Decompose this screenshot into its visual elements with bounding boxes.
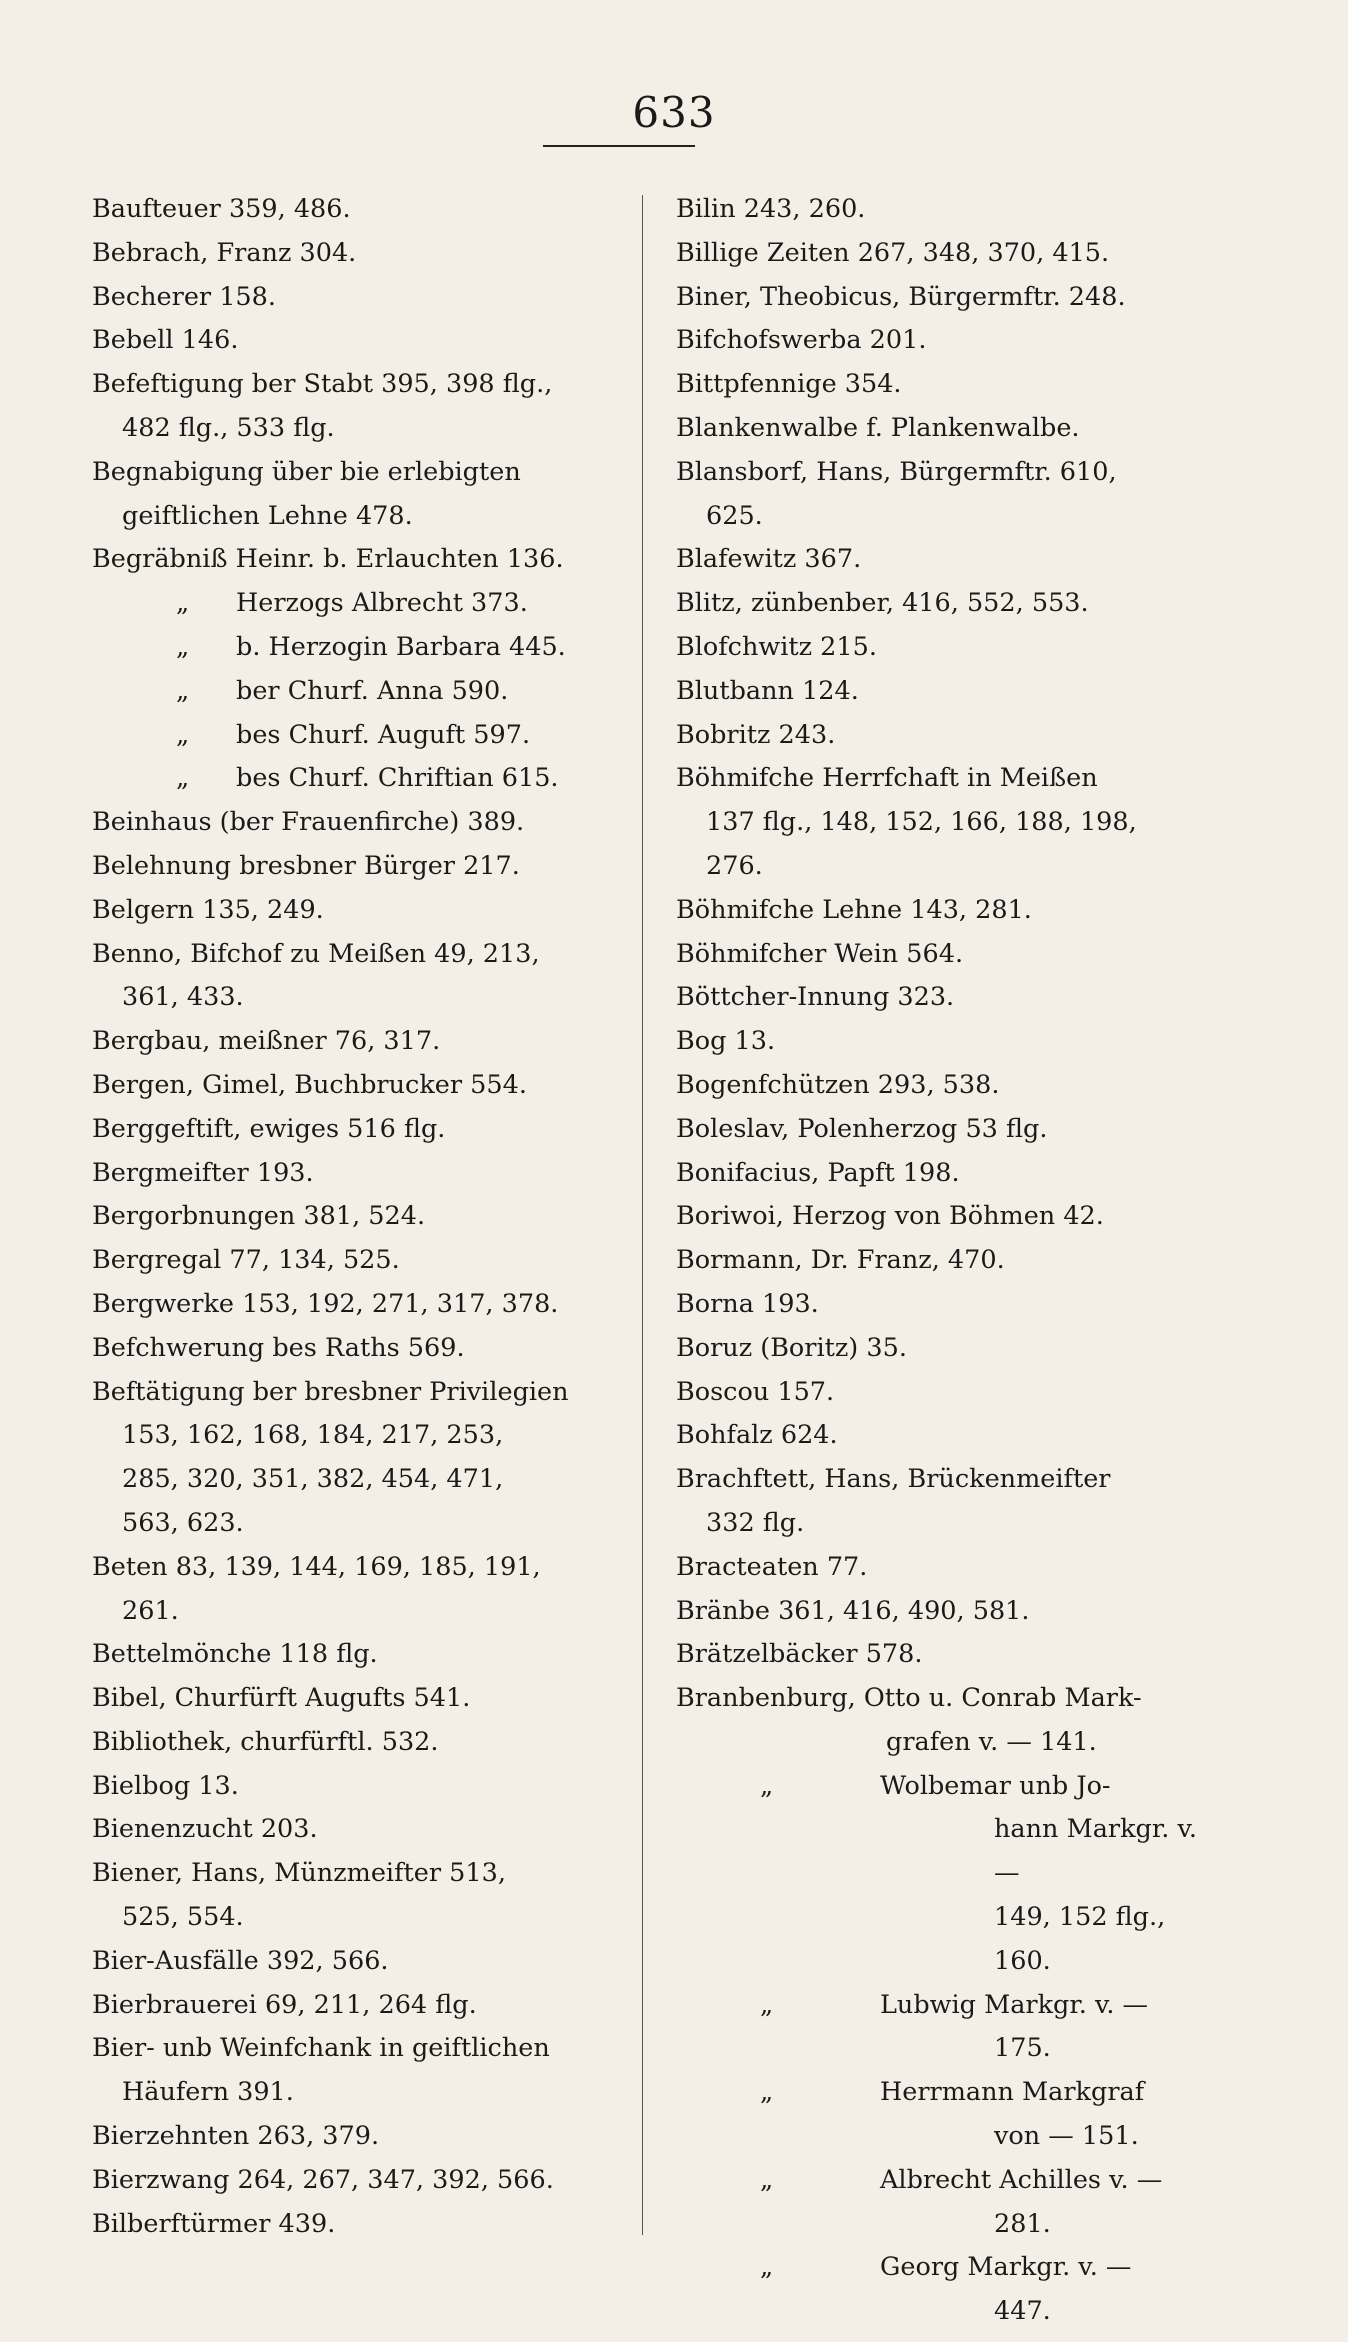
entry-text: Befeftigung ber Stabt 395, 398 flg., (92, 369, 553, 400)
entry-continuation: 175. (994, 2033, 1051, 2064)
index-entry (676, 1458, 1206, 1546)
index-entry (676, 670, 1206, 714)
entry-text: Böhmifche Herrfchaft in Meißen (676, 763, 1098, 794)
entry-text: ber Churf. Anna 590. (236, 675, 509, 706)
entry-text: Becherer 158. (92, 281, 276, 312)
entry-continuation: 563, 623. (122, 1507, 244, 1538)
page-number: 633 (632, 88, 716, 137)
entry-text: b. Herzogin Barbara 445. (236, 631, 566, 662)
entry-text: Borna 193. (676, 1288, 819, 1319)
index-entry (676, 1984, 1206, 2072)
entry-text: Böhmifche Lehne 143, 281. (676, 894, 1032, 925)
entry-text: Albrecht Achilles v. — (880, 2164, 1163, 2195)
entry-text: Brachftett, Hans, Brückenmeifter (676, 1464, 1111, 1495)
entry-text: Bobritz 243. (676, 719, 836, 750)
entry-text: Belgern 135, 249. (92, 894, 324, 925)
entry-text: Bergen, Gimel, Buchbrucker 554. (92, 1069, 527, 1100)
index-entry (92, 2203, 627, 2247)
index-entry (92, 757, 627, 801)
entry-text: Begräbniß Heinr. b. Erlauchten 136. (92, 544, 564, 575)
index-entry (676, 1371, 1206, 1415)
index-entry (92, 2027, 627, 2115)
index-entry (676, 1633, 1206, 1677)
entry-text: Bergregal 77, 134, 525. (92, 1245, 400, 1276)
index-entry (676, 2246, 1206, 2334)
index-entry (92, 1108, 627, 1152)
ditto-mark: „ (176, 631, 190, 662)
entry-text: Bier- unb Weinfchank in geiftlichen (92, 2033, 550, 2064)
entry-continuation: hann Markgr. v. — (994, 1814, 1197, 1889)
index-entry (676, 933, 1206, 977)
entry-text: Bierzwang 264, 267, 347, 392, 566. (92, 2164, 554, 2195)
index-entry (676, 538, 1206, 582)
entry-text: Bogenfchützen 293, 538. (676, 1069, 1000, 1100)
entry-text: Böhmifcher Wein 564. (676, 938, 964, 969)
index-column-left (92, 188, 627, 2246)
index-entry (92, 1940, 627, 1984)
entry-continuation: 137 flg., 148, 152, 166, 188, 198, (706, 807, 1137, 838)
entry-text: Bibliothek, churfürftl. 532. (92, 1726, 439, 1757)
index-entry (92, 1327, 627, 1371)
index-entry (92, 845, 627, 889)
entry-text: Bibel, Churfürft Augufts 541. (92, 1683, 471, 1714)
column-divider (642, 195, 643, 2235)
entry-continuation: von — 151. (994, 2121, 1139, 2152)
index-entry (92, 1152, 627, 1196)
entry-text: Befchwerung bes Raths 569. (92, 1332, 465, 1363)
index-entry (92, 1020, 627, 1064)
entry-text: Herrmann Markgraf (880, 2077, 1145, 2108)
index-entry (92, 232, 627, 276)
index-entry (676, 276, 1206, 320)
index-entry (676, 232, 1206, 276)
entry-text: Boruz (Boritz) 35. (676, 1332, 907, 1363)
entry-text: Belehnung bresbner Bürger 217. (92, 850, 520, 881)
entry-text: Blankenwalbe f. Plankenwalbe. (676, 412, 1080, 443)
entry-text: Berggeftift, ewiges 516 flg. (92, 1113, 446, 1144)
entry-text: Biner, Theobicus, Bürgermftr. 248. (676, 281, 1126, 312)
index-entry (676, 363, 1206, 407)
ditto-mark: „ (176, 588, 190, 619)
index-entry (92, 1808, 627, 1852)
index-entry (676, 757, 1206, 888)
entry-text: Billige Zeiten 267, 348, 370, 415. (676, 237, 1110, 268)
entry-text: Biener, Hans, Münzmeifter 513, (92, 1858, 506, 1889)
entry-continuation: 332 flg. (706, 1507, 805, 1538)
entry-text: Bienenzucht 203. (92, 1814, 318, 1845)
index-entry (676, 1590, 1206, 1634)
entry-text: Bergwerke 153, 192, 271, 317, 378. (92, 1288, 559, 1319)
entry-text: Blitz, zünbenber, 416, 552, 553. (676, 588, 1089, 619)
entry-text: Bilberftürmer 439. (92, 2208, 336, 2239)
index-entry (92, 1239, 627, 1283)
entry-text: Wolbemar unb Jo- (880, 1770, 1111, 1801)
index-entry (676, 976, 1206, 1020)
index-entry (676, 714, 1206, 758)
entry-text: Blutbann 124. (676, 675, 859, 706)
index-entry (676, 1152, 1206, 1196)
ditto-mark: „ (760, 1989, 774, 2020)
entry-text: bes Churf. Auguft 597. (236, 719, 531, 750)
entry-text: Boscou 157. (676, 1376, 835, 1407)
index-entry (92, 1283, 627, 1327)
entry-text: Brätzelbäcker 578. (676, 1639, 923, 1670)
entry-continuation: 261. (122, 1595, 179, 1626)
index-entry (92, 801, 627, 845)
entry-text: Bierzehnten 263, 379. (92, 2121, 380, 2152)
index-entry (676, 1195, 1206, 1239)
index-entry (92, 1765, 627, 1809)
entry-text: Blansborf, Hans, Bürgermftr. 610, (676, 456, 1117, 487)
index-entry (92, 276, 627, 320)
index-entry (676, 451, 1206, 539)
index-entry (676, 2159, 1206, 2247)
index-entry (92, 319, 627, 363)
entry-continuation: 525, 554. (122, 1902, 244, 1933)
entry-text: Baufteuer 359, 486. (92, 194, 351, 224)
ditto-mark: „ (760, 2077, 774, 2108)
index-entry (676, 1283, 1206, 1327)
index-entry (676, 1108, 1206, 1152)
index-entry (92, 538, 627, 582)
index-entry (92, 188, 627, 232)
index-entry (676, 1765, 1206, 1984)
index-entry (92, 1852, 627, 1940)
entry-text: Bilin 243, 260. (676, 194, 866, 224)
index-entry (92, 1371, 627, 1546)
index-entry (92, 582, 627, 626)
entry-text: Begnabigung über bie erlebigten (92, 456, 521, 487)
entry-text: Boleslav, Polenherzog 53 flg. (676, 1113, 1048, 1144)
index-entry (676, 1414, 1206, 1458)
entry-continuation: 482 flg., 533 flg. (122, 412, 335, 443)
ditto-mark: „ (760, 2164, 774, 2195)
ditto-mark: „ (760, 1770, 774, 1801)
index-entry (92, 451, 627, 539)
entry-text: Lubwig Markgr. v. — (880, 1989, 1149, 2020)
index-entry (92, 1195, 627, 1239)
entry-text: Branbenburg, Otto u. Conrab Mark- (676, 1683, 1142, 1714)
entry-text: Beinhaus (ber Frauenfirche) 389. (92, 807, 525, 838)
entry-continuation: 625. (706, 500, 763, 531)
entry-continuation: 149, 152 flg., 160. (994, 1902, 1166, 1976)
ditto-mark: „ (176, 675, 190, 706)
entry-text: Bracteaten 77. (676, 1551, 868, 1582)
entry-text: Bittpfennige 354. (676, 369, 902, 400)
entry-continuation: 153, 162, 168, 184, 217, 253, (122, 1420, 504, 1451)
entry-text: Boriwoi, Herzog von Böhmen 42. (676, 1201, 1104, 1232)
entry-continuation: Häufern 391. (122, 2077, 294, 2108)
index-entry (676, 1546, 1206, 1590)
ditto-mark: „ (176, 719, 190, 750)
index-entry (676, 1020, 1206, 1064)
index-entry (676, 319, 1206, 363)
index-entry (676, 1677, 1206, 1765)
entry-text: Bebrach, Franz 304. (92, 237, 357, 268)
entry-text: bes Churf. Chriftian 615. (236, 763, 559, 794)
entry-text: Bierbrauerei 69, 211, 264 flg. (92, 1989, 477, 2020)
index-entry (676, 1239, 1206, 1283)
entry-text: Beftätigung ber bresbner Privilegien (92, 1376, 569, 1407)
entry-text: Bifchofswerba 201. (676, 325, 927, 356)
entry-text: Bog 13. (676, 1026, 776, 1057)
entry-continuation: 361, 433. (122, 982, 244, 1013)
index-entry (92, 1677, 627, 1721)
entry-text: Bier-Ausfälle 392, 566. (92, 1945, 389, 1976)
index-entry (676, 188, 1206, 232)
index-entry (92, 1546, 627, 1634)
entry-continuation: geiftlichen Lehne 478. (122, 500, 413, 531)
index-column-right (676, 188, 1206, 2334)
entry-text: Herzogs Albrecht 373. (236, 588, 528, 619)
entry-text: Blofchwitz 215. (676, 631, 877, 662)
entry-text: Bergbau, meißner 76, 317. (92, 1026, 441, 1057)
entry-text: Bebell 146. (92, 325, 239, 356)
index-entry (92, 670, 627, 714)
entry-text: Bielbog 13. (92, 1770, 239, 1801)
index-entry (92, 933, 627, 1021)
entry-continuation: grafen v. — 141. (886, 1726, 1097, 1757)
entry-text: Beten 83, 139, 144, 169, 185, 191, (92, 1551, 541, 1582)
index-entry (92, 1633, 627, 1677)
index-entry (676, 407, 1206, 451)
index-entry (92, 714, 627, 758)
ditto-mark: „ (176, 763, 190, 794)
entry-text: Bränbe 361, 416, 490, 581. (676, 1595, 1030, 1626)
index-entry (92, 889, 627, 933)
index-entry (92, 1984, 627, 2028)
entry-text: Bergorbnungen 381, 524. (92, 1201, 426, 1232)
entry-text: Georg Markgr. v. — (880, 2252, 1132, 2283)
index-entry (676, 626, 1206, 670)
index-entry (676, 1327, 1206, 1371)
index-entry (676, 582, 1206, 626)
index-entry (92, 1064, 627, 1108)
entry-text: Blafewitz 367. (676, 544, 862, 575)
entry-continuation: 285, 320, 351, 382, 454, 471, (122, 1464, 504, 1495)
entry-text: Bonifacius, Papft 198. (676, 1157, 960, 1188)
entry-continuation: 281. (994, 2208, 1051, 2239)
index-entry (92, 2159, 627, 2203)
entry-text: Böttcher-Innung 323. (676, 982, 955, 1013)
index-entry (92, 363, 627, 451)
ditto-mark: „ (760, 2252, 774, 2283)
index-entry (676, 2071, 1206, 2159)
entry-text: Bergmeifter 193. (92, 1157, 314, 1188)
index-entry (676, 889, 1206, 933)
entry-text: Bormann, Dr. Franz, 470. (676, 1245, 1005, 1276)
index-entry (92, 1721, 627, 1765)
entry-text: Bohfalz 624. (676, 1420, 838, 1451)
entry-text: Bettelmönche 118 flg. (92, 1639, 378, 1670)
entry-text: Benno, Bifchof zu Meißen 49, 213, (92, 938, 540, 969)
index-entry (676, 1064, 1206, 1108)
entry-continuation: 447. (994, 2296, 1051, 2327)
header-rule (543, 145, 695, 147)
index-entry (92, 2115, 627, 2159)
index-entry (92, 626, 627, 670)
entry-continuation: 276. (706, 850, 763, 881)
